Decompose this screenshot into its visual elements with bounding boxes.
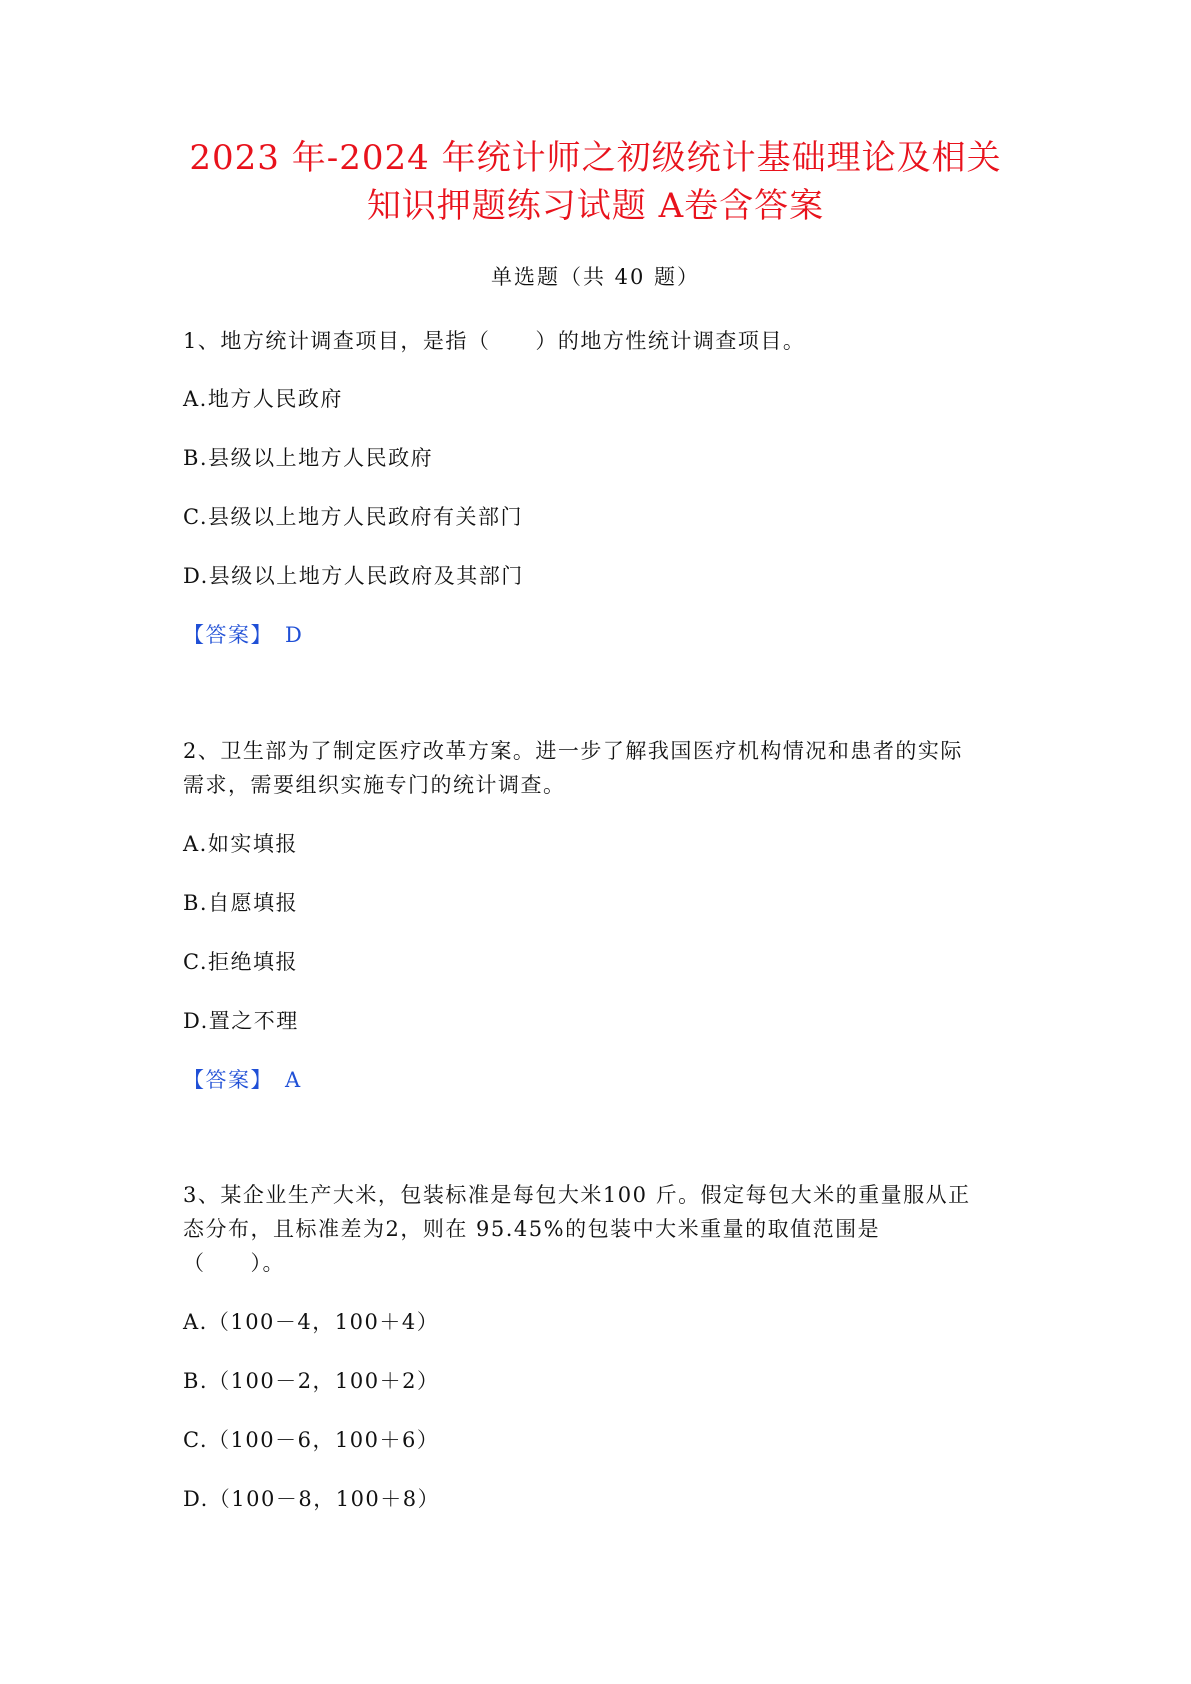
question-2-option-c: C.拒绝填报 [183,950,298,974]
answer-letter: A [285,1068,302,1092]
section-heading: 单选题（共 40 题） [490,265,701,289]
question-2-stem-line-2: 需求，需要组织实施专门的统计调查。 [183,773,566,797]
answer-label: 【答案】 [183,623,273,647]
answer-letter: D [285,623,304,647]
document-title-line-2: 知识押题练习试题 A卷含答案 [366,186,825,226]
question-2-option-b: B.自愿填报 [183,891,299,915]
question-3-option-b: B.（100－2，100＋2） [183,1369,440,1393]
question-3-option-d: D.（100－8，100＋8） [183,1487,441,1511]
question-2-option-a: A.如实填报 [183,832,298,856]
question-1-option-d: D.县级以上地方人民政府及其部门 [183,564,524,588]
question-3-option-c: C.（100－6，100＋6） [183,1428,440,1452]
question-1-option-b: B.县级以上地方人民政府 [183,446,434,470]
question-1-answer [183,620,1033,650]
question-3-option-a: A.（100－4，100＋4） [183,1310,440,1334]
question-1-option-c: C.县级以上地方人民政府有关部门 [183,505,523,529]
question-3-stem-line-1: 3、某企业生产大米，包装标准是每包大米100 斤。假定每包大米的重量服从正 [183,1183,971,1207]
document-title-line-1: 2023 年-2024 年统计师之初级统计基础理论及相关 [189,138,1002,178]
question-1-stem: 1、地方统计调查项目，是指（ ）的地方性统计调查项目。 [183,329,806,353]
question-2-stem-line-1: 2、卫生部为了制定医疗改革方案。进一步了解我国医疗机构情况和患者的实际 [183,739,963,763]
answer-label: 【答案】 [183,1068,273,1092]
question-1-option-a: A.地方人民政府 [183,387,343,411]
question-2-answer [183,1065,1033,1095]
question-3-stem-line-3: （ ）。 [183,1251,285,1275]
question-2-option-d: D.置之不理 [183,1009,299,1033]
question-3-stem-line-2: 态分布，且标准差为2，则在 95.45%的包装中大米重量的取值范围是 [183,1217,881,1241]
